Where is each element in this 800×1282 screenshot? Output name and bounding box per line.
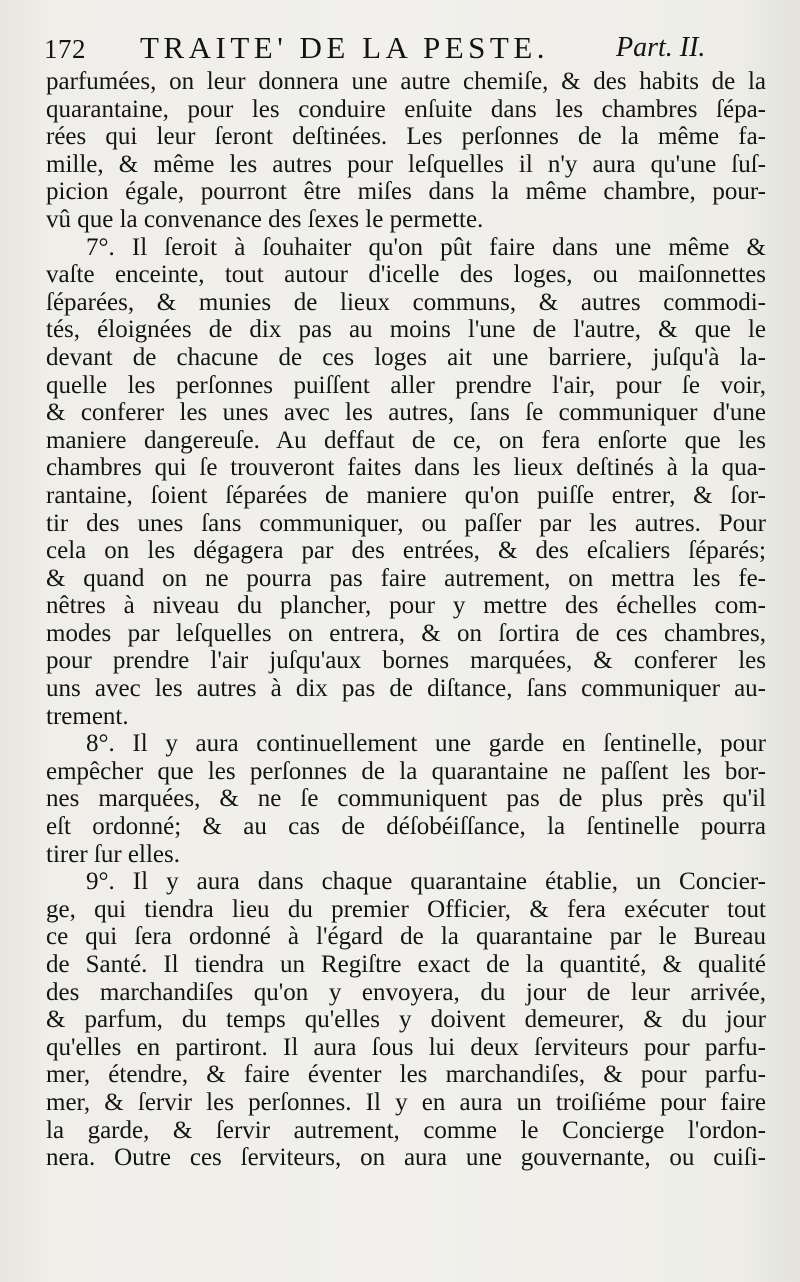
text-line: empêcher que les perſonnes de la quarantaine ne paſſent les bor- [46, 757, 766, 785]
text-line: vaſte enceinte, tout autour d'icelle des loges, ou maiſonnettes [46, 261, 766, 289]
text-line: tés, éloignées de dix pas au moins l'une de l'autre, & que le [46, 316, 766, 344]
text-line: 9°. Il y aura dans chaque quarantaine établie, un Concier- [86, 868, 766, 896]
text-line: 8°. Il y aura continuellement une garde en ſentinelle, pour [86, 730, 766, 758]
text-line: chambres qui ſe trouveront faites dans les lieux deſtinés à la qua- [46, 454, 766, 482]
text-line: devant de chacune de ces loges ait une barriere, juſqu'à la- [46, 343, 766, 371]
text-line: maniere dangereuſe. Au deffaut de ce, on fera enſorte que les [46, 426, 766, 454]
text-line: la garde, & ſervir autrement, comme le Concierge l'ordon- [46, 1116, 766, 1144]
text-line: cela on les dégagera par des entrées, & des eſcaliers ſéparés; [46, 537, 766, 565]
text-line: nes marquées, & ne ſe communiquent pas de plus près qu'il [46, 785, 766, 813]
part-label: Part. II. [616, 32, 706, 63]
text-line: & parfum, du temps qu'elles y doivent demeurer, & du jour [46, 1006, 766, 1034]
text-line: ce qui ſera ordonné à l'égard de la quarantaine par le Bureau [46, 923, 766, 951]
text-line: rantaine, ſoient ſéparées de maniere qu'on puiſſe entrer, & ſor- [46, 481, 766, 509]
body-text [46, 68, 766, 1172]
running-title: TRAITE' DE LA PESTE. [140, 30, 550, 65]
text-line: ge, qui tiendra lieu du premier Officier, & fera exécuter tout [46, 895, 766, 923]
text-line: eſt ordonné; & au cas de déſobéiſſance, la ſentinelle pourra [46, 813, 766, 841]
text-line: mer, étendre, & faire éventer les marchandiſes, & pour parfu- [46, 1061, 766, 1089]
text-line: nêtres à niveau du plancher, pour y mettre des échelles com- [46, 592, 766, 620]
text-line: des marchandiſes qu'on y envoyera, du jour de leur arrivée, [46, 978, 766, 1006]
text-line: parfumées, on leur donnera une autre chemiſe, & des habits de la [46, 68, 766, 95]
text-line: vû que la convenance des ſexes le permette. [46, 205, 484, 233]
text-line: picion égale, pourront être miſes dans la même chambre, pour- [46, 178, 766, 206]
text-line: ſéparées, & munies de lieux communs, & autres commodi- [46, 288, 766, 316]
text-line: & quand on ne pourra pas faire autrement, on mettra les fe- [46, 564, 766, 592]
text-line: mille, & même les autres pour leſquelles il n'y aura qu'une ſuſ- [46, 150, 766, 178]
text-line: tirer ſur elles. [46, 840, 180, 868]
running-header [44, 30, 784, 72]
text-line: quarantaine, pour les conduire enſuite dans les chambres ſépa- [46, 95, 766, 123]
text-line: trement. [46, 702, 129, 730]
text-line: qu'elles en partiront. Il aura ſous lui deux ſerviteurs pour parfu- [46, 1033, 766, 1061]
text-line: mer, & ſervir les perſonnes. Il y en aura un troiſiéme pour faire [46, 1088, 766, 1116]
text-line: nera. Outre ces ſerviteurs, on aura une gouvernante, ou cuiſi- [46, 1144, 766, 1172]
text-line: quelle les perſonnes puiſſent aller prendre l'air, pour ſe voir, [46, 371, 766, 399]
text-line: & conferer les unes avec les autres, ſans ſe communiquer d'une [46, 399, 766, 427]
text-line: rées qui leur ſeront deſtinées. Les perſonnes de la même fa- [46, 123, 766, 151]
text-line: modes par leſquelles on entrera, & on ſortira de ces chambres, [46, 619, 766, 647]
text-line: 7°. Il ſeroit à ſouhaiter qu'on pût faire dans une même & [86, 233, 766, 261]
text-line: de Santé. Il tiendra un Regiſtre exact de la quantité, & qualité [46, 951, 766, 978]
text-line: uns avec les autres à dix pas de diſtance, ſans communiquer au- [46, 675, 766, 703]
text-line: pour prendre l'air juſqu'aux bornes marquées, & conferer les [46, 647, 766, 675]
text-line: tir des unes ſans communiquer, ou paſſer par les autres. Pour [46, 509, 766, 537]
page-number: 172 [44, 34, 86, 64]
